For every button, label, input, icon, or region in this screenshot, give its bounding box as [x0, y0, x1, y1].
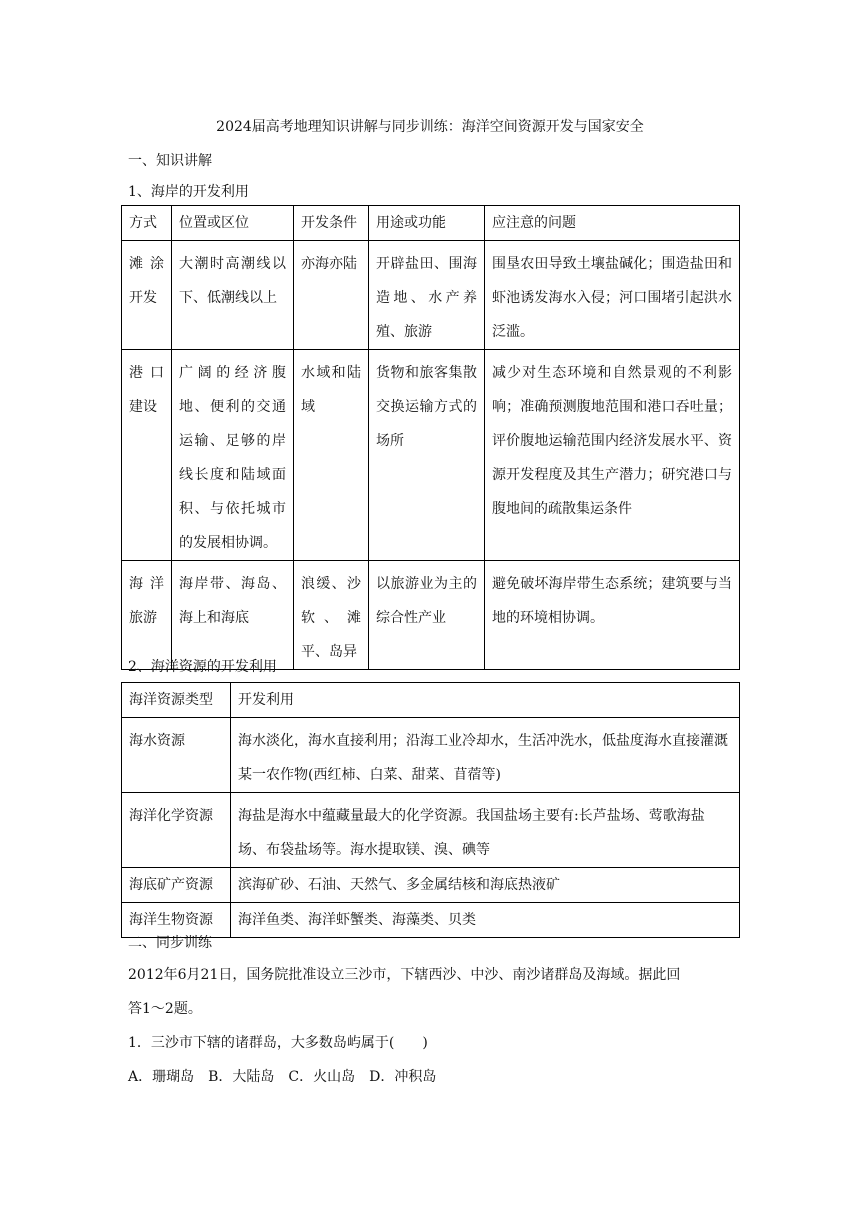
- table-row: [122, 561, 740, 670]
- table-cell: 浪缓、沙软、滩平、岛异: [294, 561, 369, 670]
- table-cell: 以旅游业为主的综合性产业: [369, 561, 485, 670]
- table-header-row: [122, 206, 740, 241]
- table-cell: 减少对生态环境和自然景观的不利影响；准确预测腹地范围和港口吞吐量；评价腹地运输范围内经济发展水平、资源开发程度及其生产潜力；研究港口与腹地间的疏散集运条件: [485, 350, 740, 561]
- table-cell: 海洋旅游: [122, 561, 172, 670]
- table-cell: 广阔的经济腹地、便利的交通运输、足够的岸线长度和陆域面积、与依托城市的发展相协调。: [172, 350, 294, 561]
- table-row: [122, 241, 740, 350]
- table-header-cell: 开发利用: [231, 683, 740, 718]
- question-1-options: A．珊瑚岛 B．大陆岛 C．火山岛 D．冲积岛: [128, 1069, 437, 1085]
- marine-resources-table: [121, 682, 740, 938]
- table-row: [122, 903, 740, 938]
- table-cell: 亦海亦陆: [294, 241, 369, 350]
- table-cell: 海底矿产资源: [122, 868, 231, 903]
- question-intro-line: 答1～2题。: [128, 1001, 202, 1017]
- table-header-cell: 应注意的问题: [485, 206, 740, 241]
- subheading-marine-resources: 2、海洋资源的开发利用: [128, 659, 277, 675]
- table-header-row: [122, 683, 740, 718]
- table-row: [122, 350, 740, 561]
- table-cell: 滩涂开发: [122, 241, 172, 350]
- table-header-cell: 海洋资源类型: [122, 683, 231, 718]
- table-cell: 港口建设: [122, 350, 172, 561]
- table-cell: 货物和旅客集散交换运输方式的场所: [369, 350, 485, 561]
- table-cell: 开辟盐田、围海造地、水产养殖、旅游: [369, 241, 485, 350]
- table-cell: 水域和陆域: [294, 350, 369, 561]
- table-cell: 海水淡化，海水直接利用；沿海工业冷却水，生活冲洗水，低盐度海水直接灌溉某一农作物(西红柿、白菜、甜菜、苜蓿等): [231, 718, 740, 793]
- table-cell: 海洋化学资源: [122, 793, 231, 868]
- question-intro-line: 2012年6月21日，国务院批准设立三沙市，下辖西沙、中沙、南沙诸群岛及海域。据此回: [128, 967, 681, 983]
- table-row: [122, 868, 740, 903]
- table-cell: 大潮时高潮线以下、低潮线以上: [172, 241, 294, 350]
- table-cell: 海岸带、海岛、海上和海底: [172, 561, 294, 670]
- table-row: [122, 793, 740, 868]
- section-heading-practice: 二、同步训练: [128, 935, 212, 951]
- table-cell: 海洋生物资源: [122, 903, 231, 938]
- table-header-cell: 开发条件: [294, 206, 369, 241]
- table-cell: 滨海矿砂、石油、天然气、多金属结核和海底热液矿: [231, 868, 740, 903]
- table-cell: 避免破坏海岸带生态系统；建筑要与当地的环境相协调。: [485, 561, 740, 670]
- table-cell: 海水资源: [122, 718, 231, 793]
- table-header-cell: 方式: [122, 206, 172, 241]
- table-header-cell: 用途或功能: [369, 206, 485, 241]
- table-cell: 海洋鱼类、海洋虾蟹类、海藻类、贝类: [231, 903, 740, 938]
- table-row: [122, 718, 740, 793]
- table-cell: 海盐是海水中蕴藏量最大的化学资源。我国盐场主要有:长芦盐场、莺歌海盐场、布袋盐场等。海水提取镁、溴、碘等: [231, 793, 740, 868]
- subheading-coast: 1、海岸的开发利用: [128, 184, 249, 200]
- section-heading-knowledge: 一、知识讲解: [128, 153, 212, 169]
- document-title: 2024届高考地理知识讲解与同步训练：海洋空间资源开发与国家安全: [216, 119, 644, 135]
- question-1: 1．三沙市下辖的诸群岛，大多数岛屿属于( ): [128, 1035, 428, 1051]
- coast-development-table: [121, 205, 740, 670]
- table-header-cell: 位置或区位: [172, 206, 294, 241]
- table-cell: 围垦农田导致土壤盐碱化；围造盐田和虾池诱发海水入侵；河口围堵引起洪水泛滥。: [485, 241, 740, 350]
